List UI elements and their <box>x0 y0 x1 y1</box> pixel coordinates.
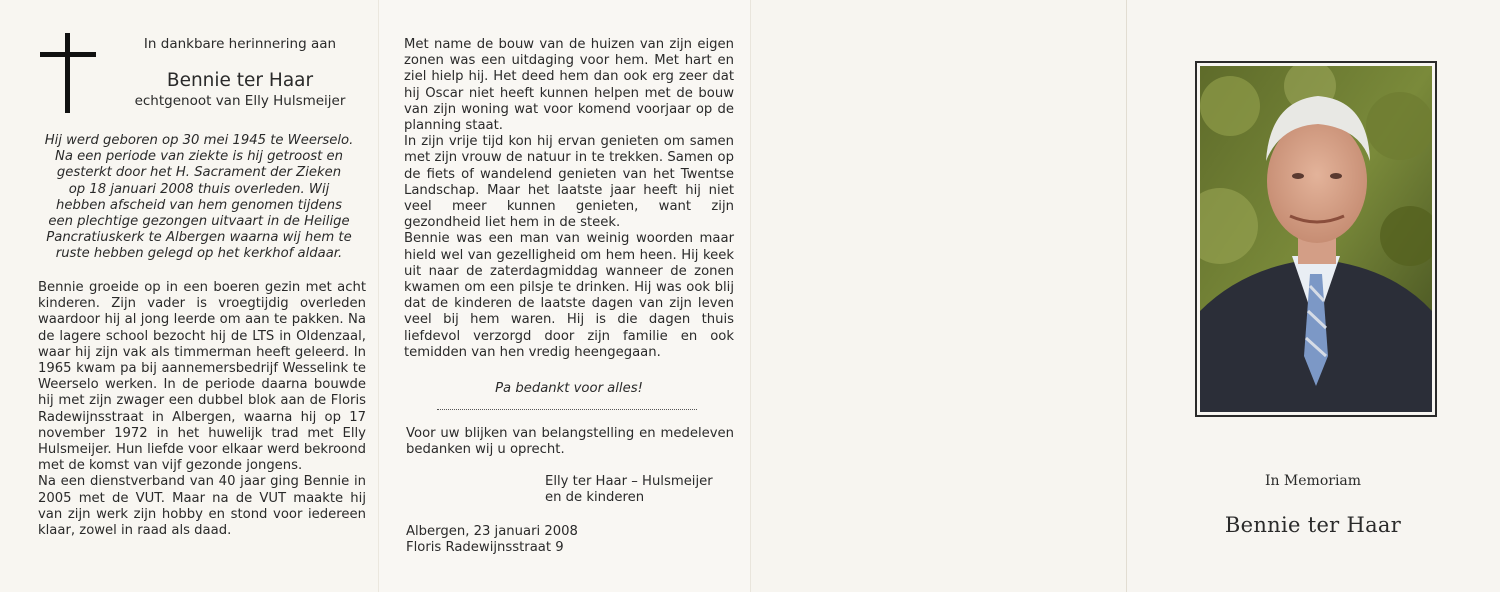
address <box>406 524 578 556</box>
summary-line: hebben afscheid van hem genomen tijdens <box>56 197 342 213</box>
address-line: Floris Radewijnsstraat 9 <box>406 540 564 556</box>
biography-continued <box>404 37 734 361</box>
in-memoriam-heading: In Memoriam <box>1264 473 1362 489</box>
bio-paragraph: Bennie groeide op in een boeren gezin met acht kinderen. Zijn vader is vroegtijdig overleden waardoor hij al jong leerde om aan te pakken. Na de lagere school bezocht hij de LTS in Oldenzaal, waar hij zijn vak als timmerman heeft geleerd. In 1965 kwam pa bij aannemersbedrijf Wesselink te Weerselo werken. In de periode daarna bouwde hij met zijn zwager een dubbel blok aan de Floris Radewijnsstraat in Albergen, waarna hij op 17 november 1972 in het huwelijk trad met Elly Hulsmeijer. Hun liefde voor elkaar werd bekroond met de komst van vijf gezonde jongens. <box>38 280 366 474</box>
signature-line: en de kinderen <box>545 490 645 506</box>
deceased-name: Bennie ter Haar <box>166 70 314 91</box>
panel-blank <box>750 0 1126 592</box>
summary-line: Hij werd geboren op 30 mei 1945 te Weerselo. <box>44 133 354 148</box>
gratitude-text: Voor uw blijken van belangstelling en medeleven bedanken wij u oprecht. <box>406 426 734 458</box>
bio-paragraph: Na een dienstverband van 40 jaar ging Bennie in 2005 met de VUT. Maar na de VUT maakte hij van zijn werk zijn hobby en stond voor iedereen klaar, zowel in raad als daad. <box>38 474 366 539</box>
cover-name: Bennie ter Haar <box>1224 513 1402 537</box>
bio-paragraph: In zijn vrije tijd kon hij ervan genieten om samen met zijn vrouw de natuur in te trekken. Samen op de fiets of wandelend genieten van het Twentse Landschap. Maar het laatste jaar heeft hij niet veel meer kunnen genieten, want zijn gezondheid liet hem in de steek. <box>404 134 734 231</box>
thanks-line: Pa bedankt voor alles! <box>495 381 643 396</box>
signature-line: Elly ter Haar – Hulsmeijer <box>545 474 713 489</box>
biography <box>38 280 366 539</box>
signature <box>545 474 713 506</box>
summary-line: op 18 januari 2008 thuis overleden. Wij <box>68 181 330 197</box>
dotted-divider <box>437 409 697 410</box>
bio-paragraph: Met name de bouw van de huizen van zijn eigen zonen was een uitdaging voor hem. Met hart en ziel hielp hij. Het deed hem dan ook erg zeer dat hij Oscar niet heeft kunnen helpen met de bouw van zijn woning wat voor komend voorjaar op de planning staat. <box>404 37 734 134</box>
summary-line: een plechtige gezongen uitvaart in de Heilige <box>48 214 350 230</box>
summary-line: ruste hebben gelegd op het kerkhof aldaar. <box>55 246 343 262</box>
summary-line: Pancratiuskerk te Albergen waarna wij hem te <box>46 230 352 246</box>
bio-paragraph: Bennie was een man van weinig woorden maar hield wel van gezelligheid om hem heen. Hij keek uit naar de zaterdagmiddag wanneer de zonen kwamen om een pilsje te drinken. Hij was ook blij dat de kinderen de laatste dagen van zijn leven veel bij hem waren. Hij is die dagen thuis liefdevol verzorgd door zijn familie en ook temidden van hen vredig heengegaan. <box>404 231 734 360</box>
life-summary <box>38 133 360 263</box>
photo-frame <box>1195 61 1437 417</box>
portrait-photo <box>1200 66 1432 412</box>
intro-text: In dankbare herinnering aan <box>143 36 337 52</box>
summary-line: Na een periode van ziekte is hij getroost en <box>54 149 343 165</box>
address-line: Albergen, 23 januari 2008 <box>406 524 578 539</box>
spouse-text: echtgenoot van Elly Hulsmeijer <box>134 93 346 109</box>
panel-left <box>0 0 378 592</box>
cross-icon <box>40 33 96 113</box>
summary-line: gesterkt door het H. Sacrament der Zieken <box>56 165 342 181</box>
